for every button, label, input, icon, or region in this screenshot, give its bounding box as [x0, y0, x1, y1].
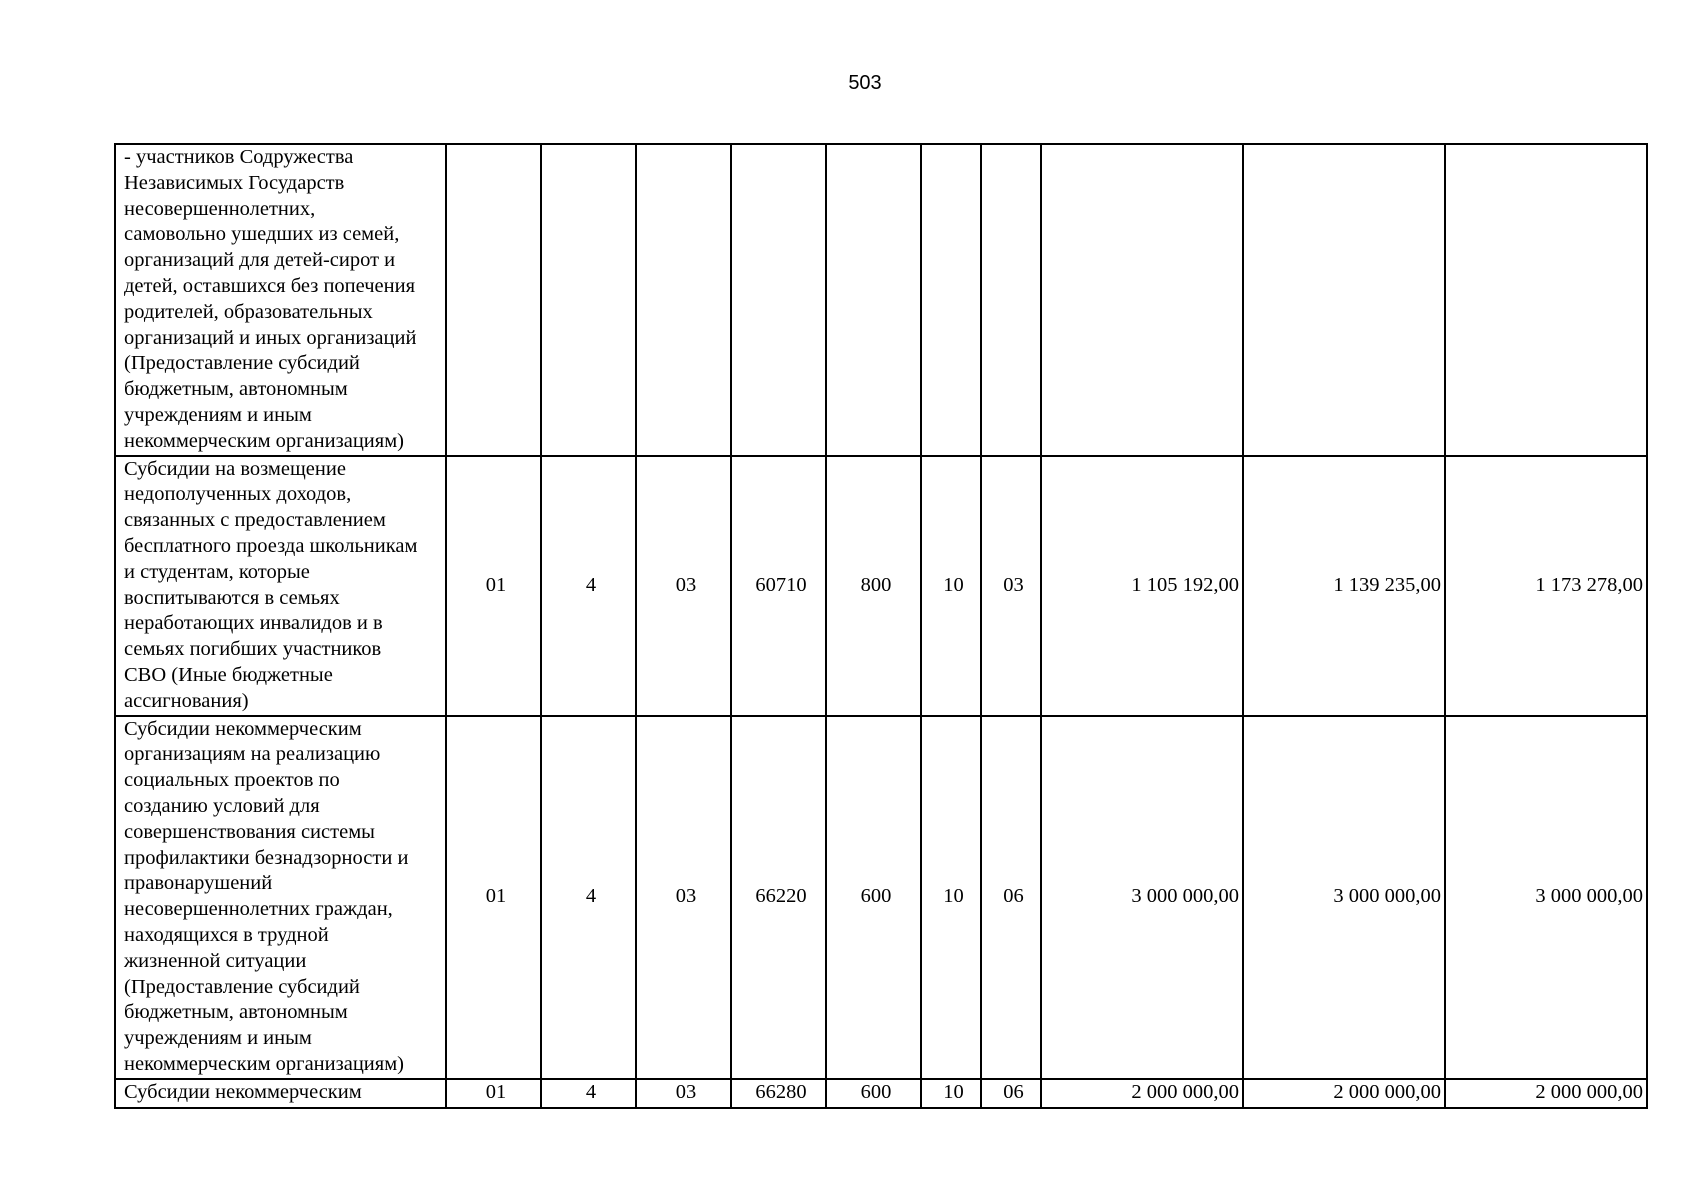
- row-description: Субсидии на возмещение недополученных доходов, связанных с предоставлением бесплатного проезда школьникам и студентам, которые воспитываются в семьях неработающих инвалидов и в семьях погибших участников СВО (Иные бюджетные ассигнования): [115, 456, 446, 716]
- table-row: [115, 716, 1647, 1079]
- row-description: - участников Содружества Независимых Государств несовершеннолетних, самовольно ушедших из семей, организаций для детей-сирот и детей, оставшихся без попечения родителей, образовательных организаций и иных организаций (Предоставление субсидий бюджетным, автономным учреждениям и иным некоммерческим организациям): [115, 144, 446, 456]
- cell-direction-code: [731, 144, 826, 456]
- cell-program-code: 01: [446, 456, 541, 716]
- cell-subprogram-code: 4: [541, 456, 636, 716]
- cell-main-event-code: 03: [636, 716, 731, 1079]
- cell-program-code: [446, 144, 541, 456]
- cell-amount-year-3: 3 000 000,00: [1445, 716, 1647, 1079]
- cell-expense-type-code: 600: [826, 716, 921, 1079]
- cell-amount-year-2: [1243, 144, 1445, 456]
- cell-subprogram-code: 4: [541, 1079, 636, 1108]
- cell-amount-year-1: 3 000 000,00: [1041, 716, 1243, 1079]
- cell-direction-code: 66220: [731, 716, 826, 1079]
- cell-expense-type-code: 800: [826, 456, 921, 716]
- cell-expense-type-code: 600: [826, 1079, 921, 1108]
- table-row: [115, 144, 1647, 456]
- row-description: Субсидии некоммерческим организациям на реализацию социальных проектов по созданию условий для совершенствования системы профилактики безнадзорности и правонарушений несовершеннолетних граждан, находящихся в трудной жизненной ситуации (Предоставление субсидий бюджетным, автономным учреждениям и иным некоммерческим организациям): [115, 716, 446, 1079]
- cell-amount-year-3: 1 173 278,00: [1445, 456, 1647, 716]
- cell-direction-code: 66280: [731, 1079, 826, 1108]
- cell-direction-code: 60710: [731, 456, 826, 716]
- cell-expense-type-code: [826, 144, 921, 456]
- budget-table: [114, 143, 1648, 1109]
- cell-section-code: 10: [921, 1079, 981, 1108]
- cell-section-code: 10: [921, 716, 981, 1079]
- cell-subprogram-code: [541, 144, 636, 456]
- cell-program-code: 01: [446, 1079, 541, 1108]
- cell-main-event-code: 03: [636, 456, 731, 716]
- cell-subsection-code: 06: [981, 716, 1041, 1079]
- cell-amount-year-3: [1445, 144, 1647, 456]
- cell-main-event-code: [636, 144, 731, 456]
- cell-subsection-code: 03: [981, 456, 1041, 716]
- cell-subsection-code: [981, 144, 1041, 456]
- page-number: 503: [848, 72, 882, 94]
- cell-amount-year-1: [1041, 144, 1243, 456]
- cell-amount-year-2: 3 000 000,00: [1243, 716, 1445, 1079]
- cell-program-code: 01: [446, 716, 541, 1079]
- cell-amount-year-1: 2 000 000,00: [1041, 1079, 1243, 1108]
- cell-subsection-code: 06: [981, 1079, 1041, 1108]
- row-description: Субсидии некоммерческим: [115, 1079, 446, 1108]
- cell-amount-year-2: 1 139 235,00: [1243, 456, 1445, 716]
- cell-amount-year-2: 2 000 000,00: [1243, 1079, 1445, 1108]
- table-row: [115, 1079, 1647, 1108]
- cell-section-code: 10: [921, 456, 981, 716]
- cell-amount-year-1: 1 105 192,00: [1041, 456, 1243, 716]
- cell-section-code: [921, 144, 981, 456]
- cell-subprogram-code: 4: [541, 716, 636, 1079]
- cell-main-event-code: 03: [636, 1079, 731, 1108]
- cell-amount-year-3: 2 000 000,00: [1445, 1079, 1647, 1108]
- table-row: [115, 456, 1647, 716]
